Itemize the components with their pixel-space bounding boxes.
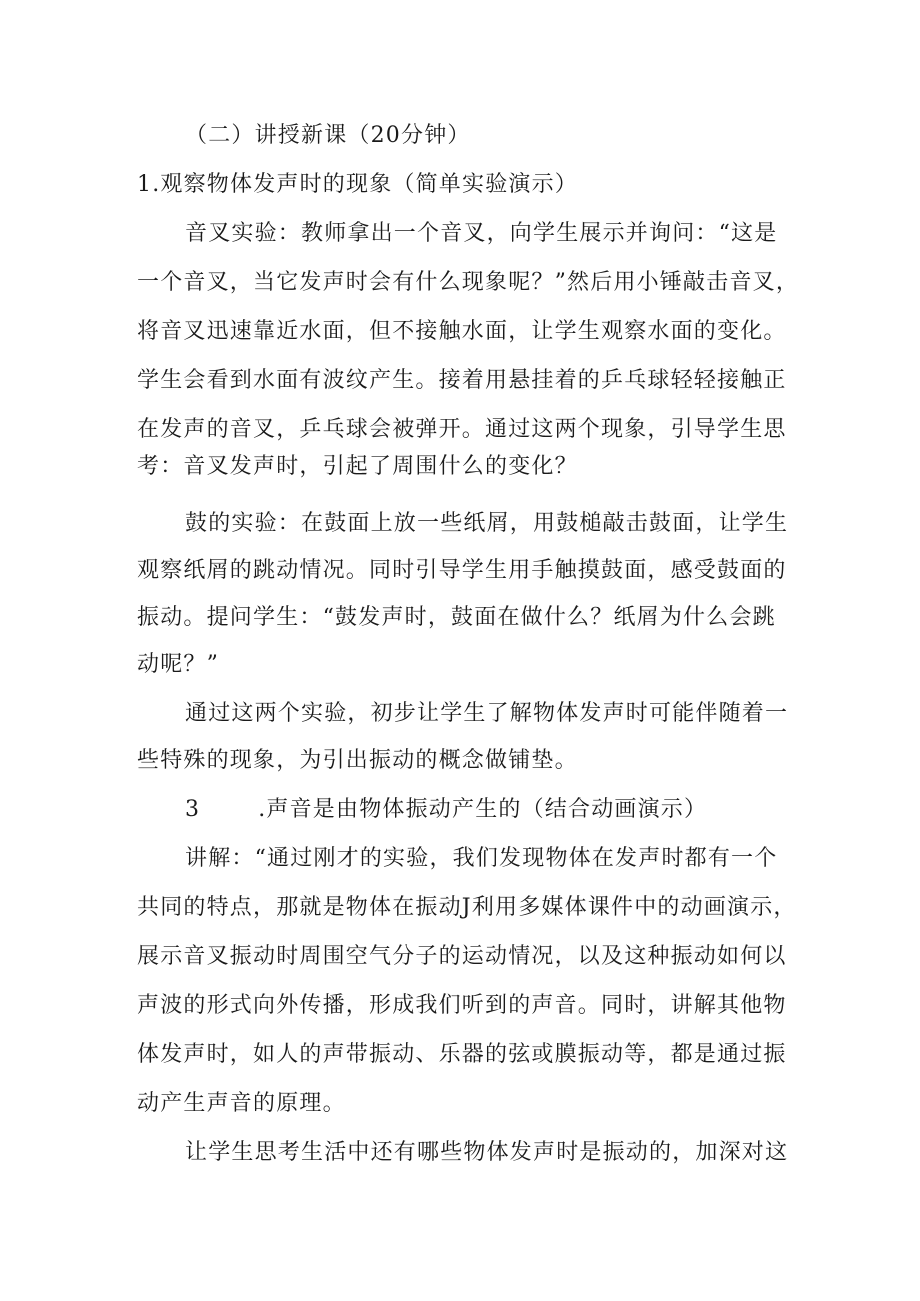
paragraph-line: 观察纸屑的跳动情况。同时引导学生用手触摸鼓面，感受鼓面的 <box>137 558 787 583</box>
paragraph-line: 展示音叉振动时周围空气分子的运动情况，以及这种振动如何以 <box>137 944 787 969</box>
paragraph-line: 一个音叉，当它发声时会有什么现象呢？”然后用小锤敲击音叉， <box>137 270 800 295</box>
paragraph-line: 讲解：“通过刚才的实验，我们发现物体在发声时都有一个 <box>185 846 778 871</box>
paragraph-line: 学生会看到水面有波纹产生。接着用悬挂着的乒乓球轻轻接触正 <box>137 368 787 393</box>
paragraph-line: 通过这两个实验，初步让学生了解物体发声时可能伴随着一 <box>185 701 789 726</box>
paragraph-line: 让学生思考生活中还有哪些物体发声时是振动的，加深对这 <box>185 1140 789 1165</box>
item-1-title: 1.观察物体发声时的现象（简单实验演示） <box>137 172 578 197</box>
paragraph-line: 动呢？” <box>137 652 220 677</box>
paragraph-line: 鼓的实验：在鼓面上放一些纸屑，用鼓槌敲击鼓面，让学生 <box>185 511 789 536</box>
paragraph-line: 音叉实验：教师拿出一个音叉，向学生展示并询问：“这是 <box>185 221 778 246</box>
paragraph-line: 振动。提问学生：“鼓发声时，鼓面在做什么？纸屑为什么会跳 <box>137 605 776 630</box>
paragraph-line: 些特殊的现象，为引出振动的概念做铺垫。 <box>137 748 578 773</box>
paragraph-line: 动产生声音的原理。 <box>137 1091 346 1116</box>
item-3-text: .声音是由物体振动产生的（结合动画演示） <box>258 797 708 822</box>
paragraph-line: 考：音叉发声时，引起了周围什么的变化？ <box>137 454 578 479</box>
section-heading: （二）讲授新课（20分钟） <box>185 123 471 148</box>
paragraph-line: 声波的形式向外传播，形成我们听到的声音。同时，讲解其他物 <box>137 993 787 1018</box>
paragraph-line: 体发声时，如人的声带振动、乐器的弦或膜振动等，都是通过振 <box>137 1042 787 1067</box>
item-3-number: 3 <box>185 797 201 822</box>
paragraph-line: 将音叉迅速靠近水面，但不接触水面，让学生观察水面的变化。 <box>137 319 787 344</box>
paragraph-line: 共同的特点，那就是物体在振动J利用多媒体课件中的动画演示， <box>137 895 797 920</box>
paragraph-line: 在发声的音叉，乒乓球会被弹开。通过这两个现象，引导学生思 <box>137 417 787 442</box>
item-3-title <box>185 795 707 825</box>
